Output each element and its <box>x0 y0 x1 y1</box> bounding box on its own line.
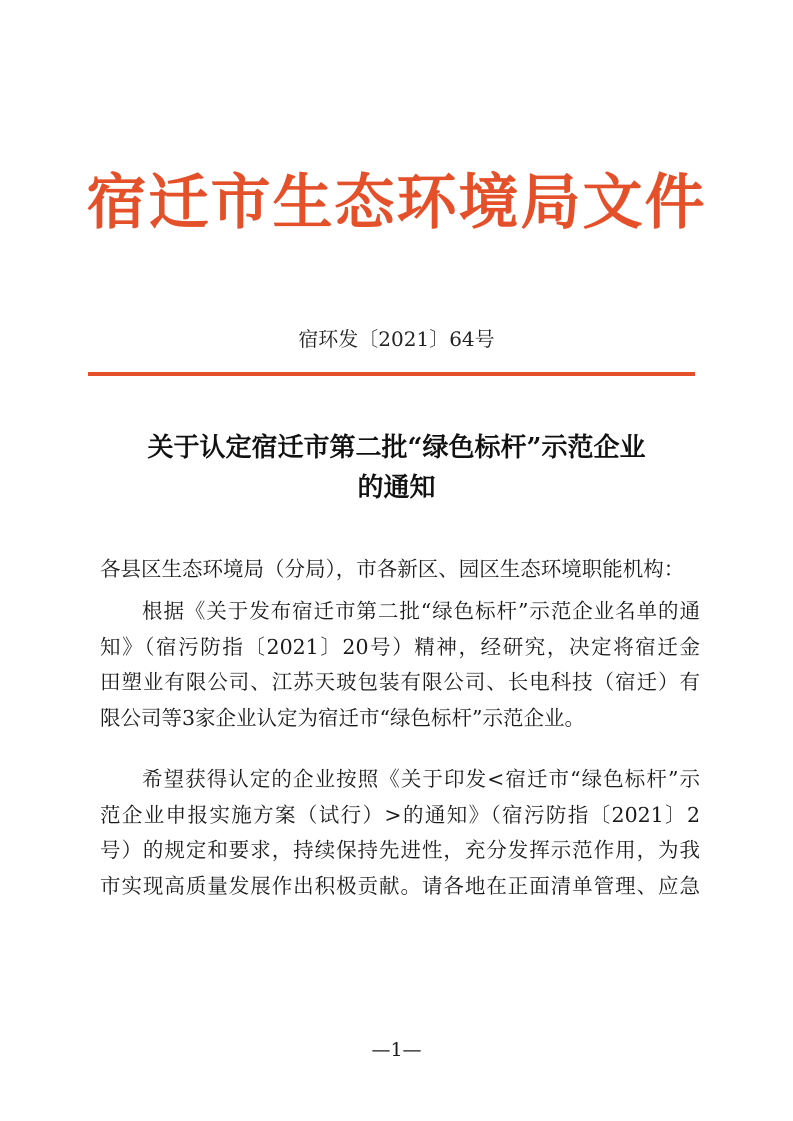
document-header-title: 宿迁市生态环境局文件 <box>86 168 707 238</box>
paragraph-line: 希望获得认定的企业按照《关于印发<宿迁市“绿色标杆”示 <box>142 767 700 791</box>
paragraph-2 <box>100 762 700 904</box>
paragraph-line: 市实现高质量发展作出积极贡献。请各地在正面清单管理、应急 <box>100 873 700 898</box>
page-number: —1— <box>371 1039 422 1061</box>
subject-line-2: 的通知 <box>357 473 436 503</box>
paragraph-line: 号）的规定和要求，持续保持先进性，充分发挥示范作用，为我 <box>100 838 700 863</box>
notice-subject <box>0 428 793 508</box>
red-separator-line <box>88 372 695 376</box>
subject-line-1: 关于认定宿迁市第二批“绿色标杆”示范企业 <box>147 433 646 463</box>
paragraph-line: 田塑业有限公司、江苏天玻包装有限公司、长电科技（宿迁）有 <box>100 670 700 695</box>
paragraph-line: 范企业申报实施方案（试行）>的通知》（宿污防指〔2021〕2 <box>100 802 700 827</box>
paragraph-line: 知》（宿污防指〔2021〕20号）精神，经研究，决定将宿迁金 <box>100 634 700 659</box>
recipients-line: 各县区生态环境局（分局），市各新区、园区生态环境职能机构： <box>100 557 685 581</box>
paragraph-1 <box>100 594 700 736</box>
paragraph-line: 限公司等3家企业认定为宿迁市“绿色标杆”示范企业。 <box>100 705 586 730</box>
paragraph-line: 根据《关于发布宿迁市第二批“绿色标杆”示范企业名单的通 <box>142 599 700 623</box>
document-number: 宿环发〔2021〕64号 <box>298 327 495 351</box>
